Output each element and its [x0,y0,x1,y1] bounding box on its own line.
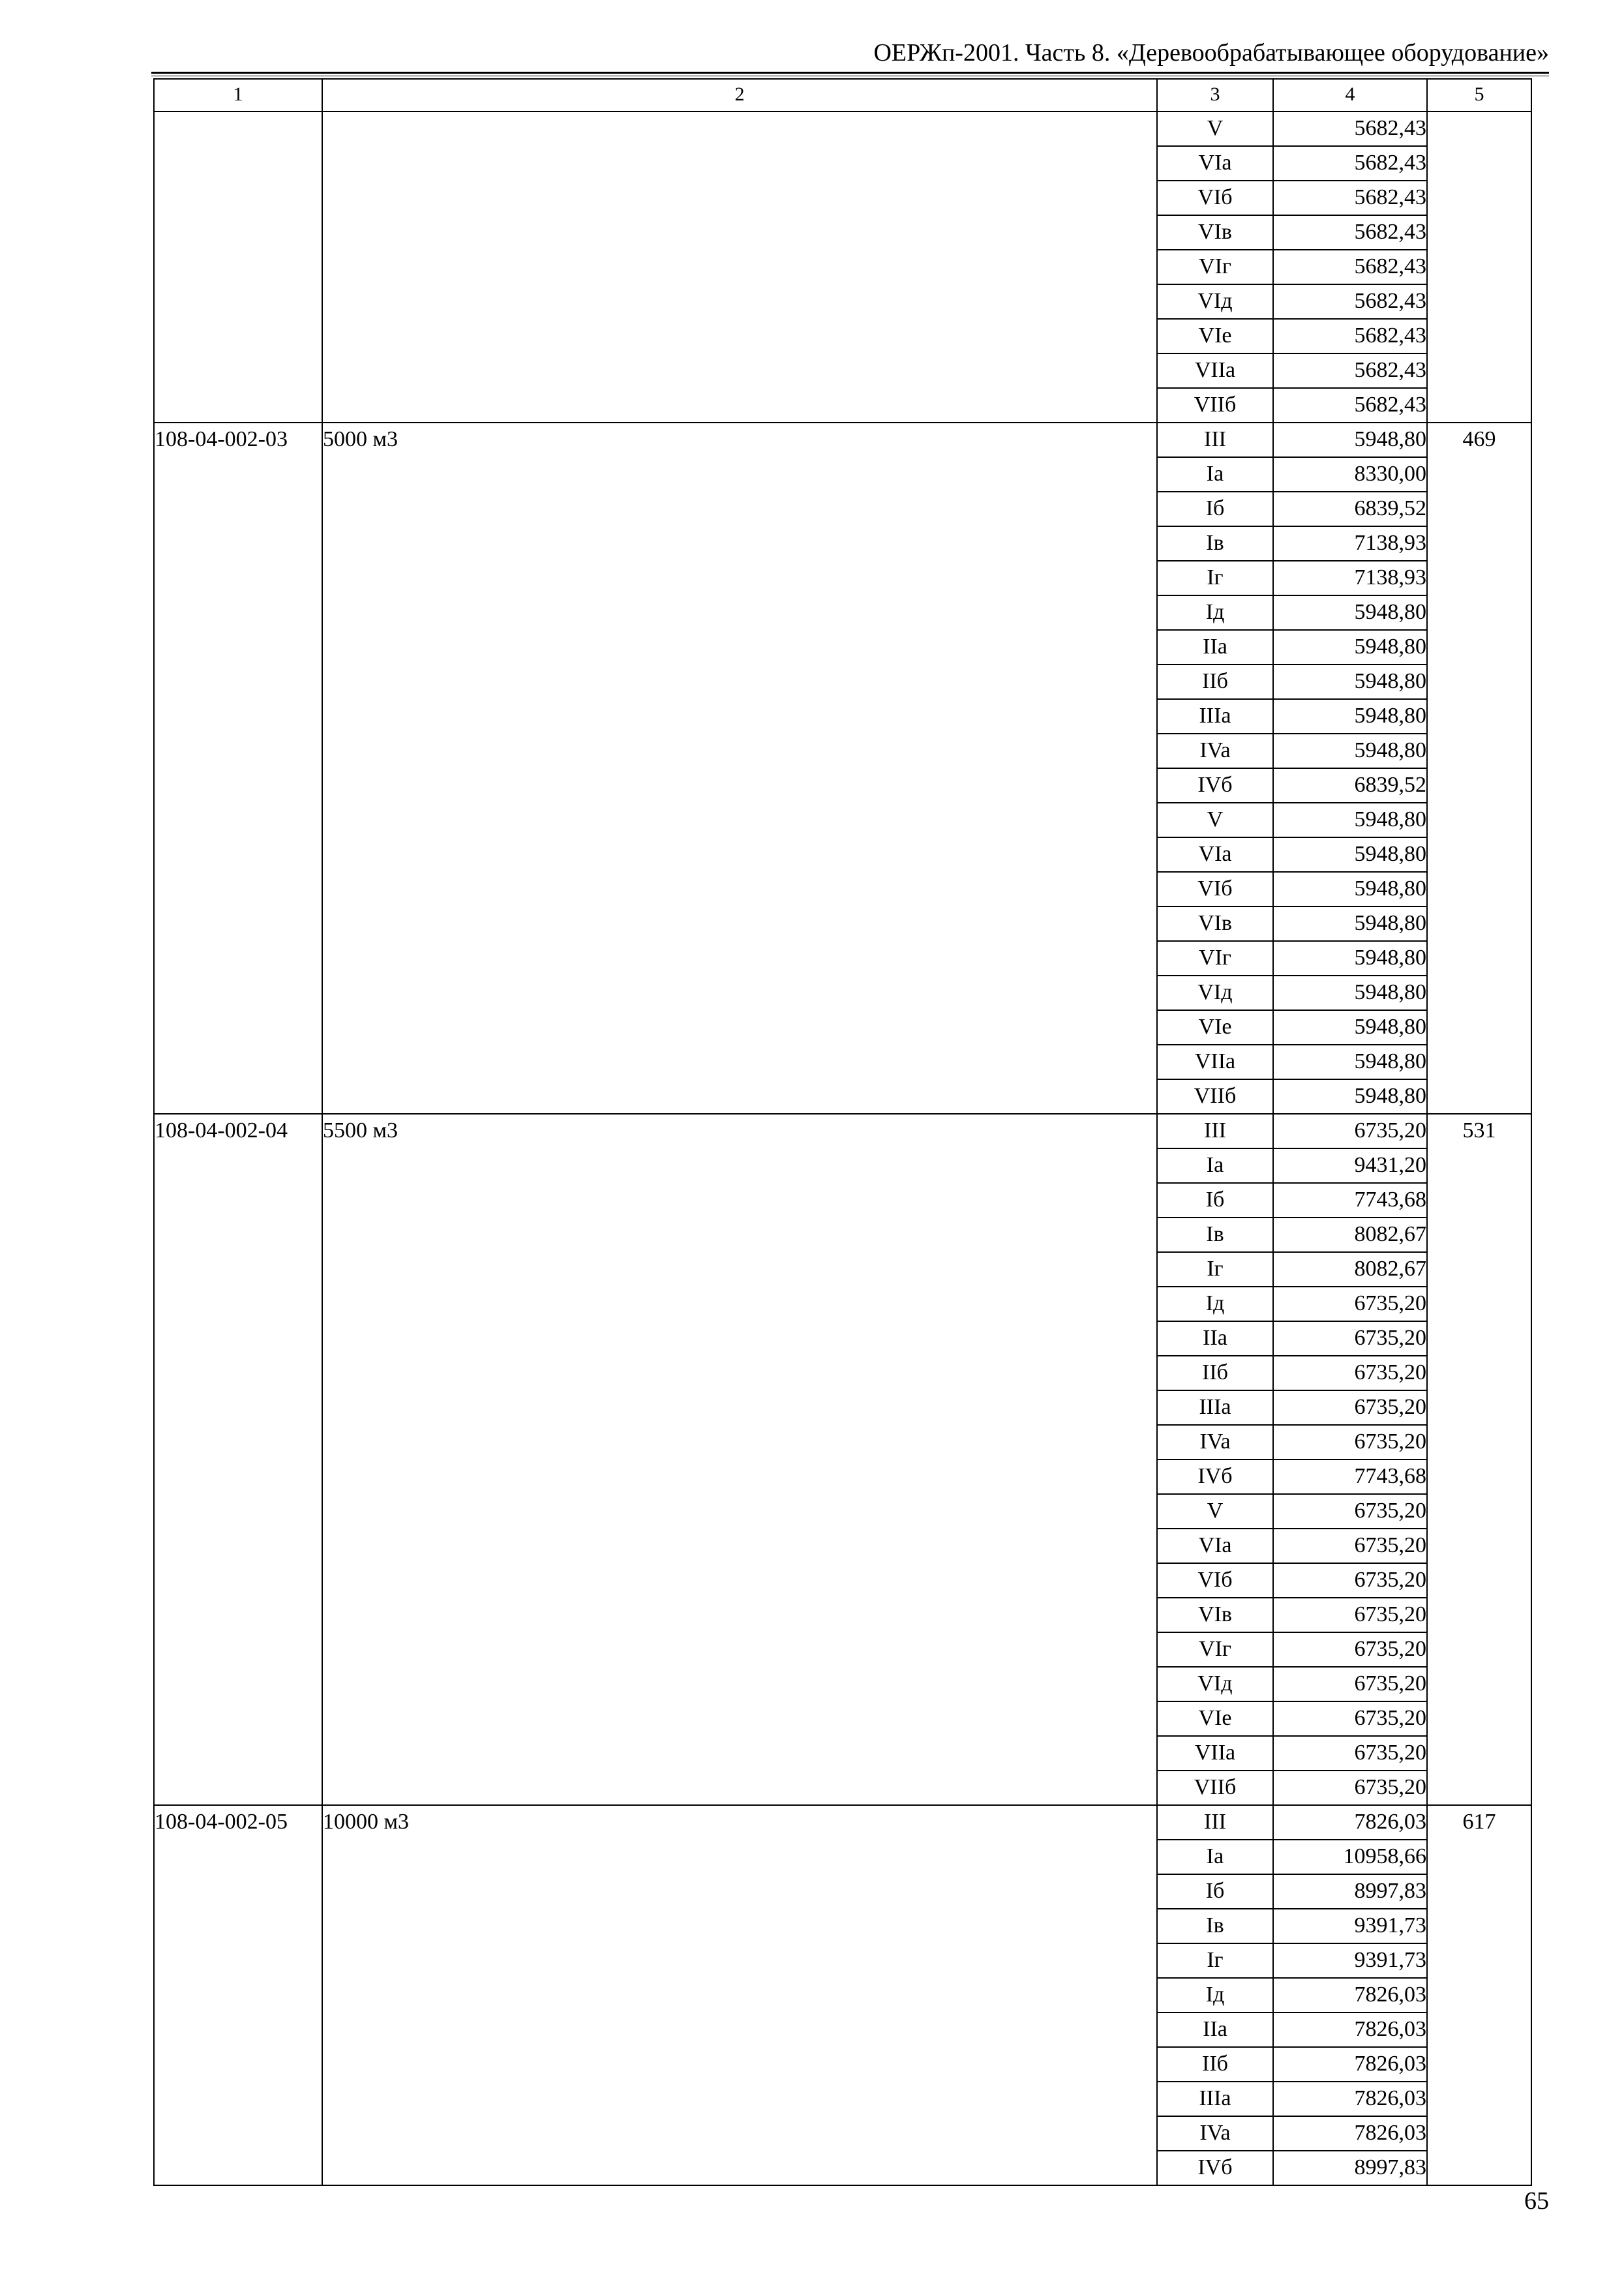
rates-table [153,78,1532,2186]
zone-cell: VIв [1157,215,1273,250]
zone-cell: IVб [1157,2151,1273,2185]
zone-cell: IIa [1157,630,1273,665]
zone-cell: VIв [1157,906,1273,941]
zone-cell: Iд [1157,1287,1273,1321]
price-cell: 5682,43 [1273,250,1427,284]
table-row [154,1805,1531,1840]
price-cell: 5948,80 [1273,837,1427,872]
price-cell: 5682,43 [1273,215,1427,250]
zone-cell: IIIa [1157,1390,1273,1425]
zone-cell: III [1157,1114,1273,1148]
price-cell: 8082,67 [1273,1252,1427,1287]
item-description-cell [322,112,1157,423]
price-cell: 5948,80 [1273,1045,1427,1079]
zone-cell: Iд [1157,1978,1273,2012]
price-cell: 6735,20 [1273,1529,1427,1563]
zone-cell: VIIa [1157,353,1273,388]
zone-cell: VIб [1157,181,1273,215]
zone-cell: IVб [1157,768,1273,803]
zone-cell: V [1157,803,1273,837]
price-cell: 5682,43 [1273,388,1427,423]
price-cell: 6735,20 [1273,1667,1427,1701]
zone-cell: IVб [1157,1459,1273,1494]
price-cell: 7826,03 [1273,1978,1427,2012]
zone-cell: VIa [1157,837,1273,872]
price-cell: 5948,80 [1273,1010,1427,1045]
zone-cell: VIе [1157,1701,1273,1736]
price-cell: 6735,20 [1273,1321,1427,1356]
item-code-cell [154,112,322,423]
zone-cell: VIб [1157,1563,1273,1598]
total-cell: 531 [1427,1114,1531,1805]
price-cell: 6735,20 [1273,1287,1427,1321]
item-code-cell: 108-04-002-03 [154,423,322,1114]
price-cell: 5682,43 [1273,284,1427,319]
column-header-2: 2 [322,79,1157,112]
price-cell: 7826,03 [1273,2116,1427,2151]
price-cell: 6735,20 [1273,1563,1427,1598]
price-cell: 6735,20 [1273,1390,1427,1425]
zone-cell: Iг [1157,1943,1273,1978]
price-cell: 9391,73 [1273,1909,1427,1943]
price-cell: 9391,73 [1273,1943,1427,1978]
zone-cell: IVa [1157,1425,1273,1459]
zone-cell: VIIб [1157,388,1273,423]
price-cell: 5948,80 [1273,803,1427,837]
column-header-1: 1 [154,79,322,112]
price-cell: 5948,80 [1273,665,1427,699]
zone-cell: VIг [1157,250,1273,284]
zone-cell: VIд [1157,1667,1273,1701]
zone-cell: IIa [1157,2012,1273,2047]
price-cell: 6735,20 [1273,1771,1427,1805]
zone-cell: Iб [1157,1874,1273,1909]
item-code-cell: 108-04-002-05 [154,1805,322,2185]
zone-cell: IIб [1157,665,1273,699]
zone-cell: IIб [1157,1356,1273,1390]
price-cell: 7138,93 [1273,526,1427,561]
zone-cell: VIб [1157,872,1273,906]
item-description-cell: 5500 м3 [322,1114,1157,1805]
zone-cell: VIIб [1157,1771,1273,1805]
zone-cell: VIг [1157,941,1273,976]
zone-cell: VIa [1157,1529,1273,1563]
zone-cell: Iв [1157,1909,1273,1943]
zone-cell: III [1157,423,1273,457]
price-cell: 6735,20 [1273,1632,1427,1667]
price-cell: 5948,80 [1273,699,1427,734]
zone-cell: IVa [1157,734,1273,768]
price-cell: 5682,43 [1273,181,1427,215]
price-cell: 6735,20 [1273,1494,1427,1529]
zone-cell: VIд [1157,284,1273,319]
price-cell: 5948,80 [1273,976,1427,1010]
table-row [154,1114,1531,1148]
price-cell: 6735,20 [1273,1701,1427,1736]
price-cell: 8997,83 [1273,2151,1427,2185]
header-rule-thick [151,72,1549,74]
column-number-row [154,79,1531,112]
price-cell: 5682,43 [1273,353,1427,388]
column-header-5: 5 [1427,79,1531,112]
price-cell: 7826,03 [1273,2012,1427,2047]
column-header-3: 3 [1157,79,1273,112]
price-cell: 6735,20 [1273,1425,1427,1459]
price-cell: 10958,66 [1273,1840,1427,1874]
column-header-4: 4 [1273,79,1427,112]
total-cell [1427,112,1531,423]
zone-cell: IIб [1157,2047,1273,2082]
table-row [154,112,1531,146]
price-cell: 8330,00 [1273,457,1427,492]
price-cell: 6735,20 [1273,1356,1427,1390]
item-code-cell: 108-04-002-04 [154,1114,322,1805]
price-cell: 6839,52 [1273,768,1427,803]
price-cell: 5682,43 [1273,146,1427,181]
zone-cell: VIIб [1157,1079,1273,1114]
zone-cell: VIa [1157,146,1273,181]
zone-cell: Iб [1157,1183,1273,1218]
price-cell: 7743,68 [1273,1459,1427,1494]
zone-cell: IVa [1157,2116,1273,2151]
zone-cell: Iд [1157,595,1273,630]
price-cell: 6839,52 [1273,492,1427,526]
zone-cell: VIIa [1157,1736,1273,1771]
zone-cell: VIIa [1157,1045,1273,1079]
zone-cell: Iв [1157,1218,1273,1252]
zone-cell: Iб [1157,492,1273,526]
page-number: 65 [1524,2187,1549,2215]
price-cell: 7826,03 [1273,2082,1427,2116]
price-cell: 7826,03 [1273,2047,1427,2082]
price-cell: 7743,68 [1273,1183,1427,1218]
price-cell: 6735,20 [1273,1598,1427,1632]
zone-cell: IIIa [1157,699,1273,734]
zone-cell: V [1157,1494,1273,1529]
price-cell: 9431,20 [1273,1148,1427,1183]
price-cell: 5948,80 [1273,423,1427,457]
zone-cell: VIе [1157,1010,1273,1045]
zone-cell: III [1157,1805,1273,1840]
zone-cell: VIв [1157,1598,1273,1632]
item-description-cell: 10000 м3 [322,1805,1157,2185]
price-cell: 5948,80 [1273,1079,1427,1114]
zone-cell: VIе [1157,319,1273,353]
zone-cell: VIг [1157,1632,1273,1667]
page-header-title: ОЕРЖп-2001. Часть 8. «Деревообрабатывающее оборудование» [873,39,1549,67]
price-cell: 7826,03 [1273,1805,1427,1840]
zone-cell: V [1157,112,1273,146]
price-cell: 6735,20 [1273,1114,1427,1148]
price-cell: 7138,93 [1273,561,1427,595]
price-cell: 5948,80 [1273,872,1427,906]
total-cell: 617 [1427,1805,1531,2185]
zone-cell: Ia [1157,1148,1273,1183]
price-cell: 5948,80 [1273,906,1427,941]
zone-cell: Iв [1157,526,1273,561]
table-body [154,112,1531,2185]
zone-cell: IIa [1157,1321,1273,1356]
price-cell: 5948,80 [1273,941,1427,976]
item-description-cell: 5000 м3 [322,423,1157,1114]
table-row [154,423,1531,457]
price-cell: 5948,80 [1273,630,1427,665]
price-cell: 6735,20 [1273,1736,1427,1771]
zone-cell: Iг [1157,561,1273,595]
price-cell: 8082,67 [1273,1218,1427,1252]
total-cell: 469 [1427,423,1531,1114]
price-cell: 8997,83 [1273,1874,1427,1909]
zone-cell: IIIa [1157,2082,1273,2116]
price-cell: 5682,43 [1273,319,1427,353]
price-cell: 5948,80 [1273,734,1427,768]
price-cell: 5948,80 [1273,595,1427,630]
zone-cell: Ia [1157,457,1273,492]
zone-cell: Ia [1157,1840,1273,1874]
price-cell: 5682,43 [1273,112,1427,146]
zone-cell: Iг [1157,1252,1273,1287]
zone-cell: VIд [1157,976,1273,1010]
